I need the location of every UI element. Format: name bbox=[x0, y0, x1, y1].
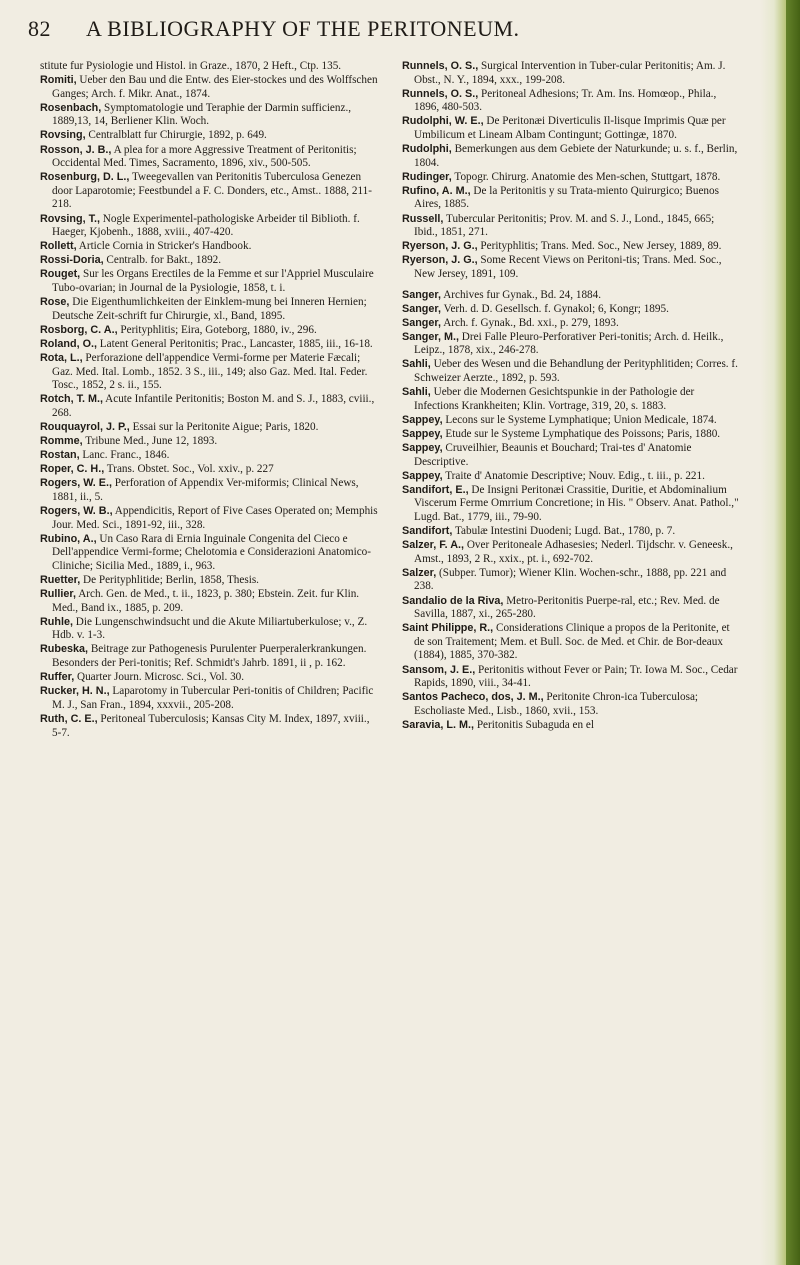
bibliography-entry bbox=[40, 60, 378, 74]
bibliography-entry bbox=[40, 268, 378, 295]
entry-author: Rossi-Doria, bbox=[40, 254, 104, 267]
entry-author: Sappey, bbox=[402, 442, 443, 455]
entry-citation: Tweegevallen van Peritonitis Tuberculosa Genezen door Laparotomie; Feestbundel a F. C. Donders, etc., Amst.. 1888, 211-218. bbox=[52, 171, 372, 211]
entry-author: Rovsing, T., bbox=[40, 212, 100, 225]
entry-author: Sahli, bbox=[402, 358, 431, 371]
entry-author: Ryerson, J. G., bbox=[402, 240, 478, 253]
left-column bbox=[40, 60, 378, 741]
entry-author: Santos Pacheco, dos, J. M., bbox=[402, 691, 544, 704]
entry-author: Rubino, A., bbox=[40, 532, 97, 545]
entry-citation: De Insigni Peritonæi Crassitie, Duritie, et Abdominalium Viscerum Ferme Omrrium Concretione; in His. " Observ. Anat. Pathol.," Lugd. Bat., 1779, iii., 79-90. bbox=[414, 483, 739, 523]
entry-citation: Trans. Obstet. Soc., Vol. xxiv., p. 227 bbox=[104, 463, 274, 476]
bibliography-entry bbox=[402, 303, 740, 317]
entry-citation: Peritonite Chron-ica Tuberculosa; Escholiaste Med., Lisb., 1860, xvii., 153. bbox=[414, 691, 699, 717]
bibliography-entry bbox=[402, 240, 740, 254]
entry-author: Saint Philippe, R., bbox=[402, 622, 494, 635]
entry-citation: Sur les Organs Erectiles de la Femme et sur l'Appriel Musculaire Tubo-ovarian; in Journal de la Pysiologie, 1858, t. i. bbox=[52, 268, 374, 294]
entry-author: Ruth, C. E., bbox=[40, 712, 98, 725]
bibliography-entry bbox=[402, 719, 740, 733]
entry-author: Runnels, O. S., bbox=[402, 60, 479, 72]
bibliography-entry bbox=[402, 331, 740, 358]
bibliography-entry bbox=[402, 213, 740, 240]
entry-citation: Article Cornia in Stricker's Handbook. bbox=[76, 240, 252, 253]
entry-author: Rosenburg, D. L., bbox=[40, 171, 130, 184]
entry-citation: Un Caso Rara di Ernia Inguinale Congenita del Cieco e Dell'appendice Vermi-forme; Chelotomia e Considerazioni Anatomico-Cliniche; Sicilia Med., 1889, i., 963. bbox=[52, 532, 372, 572]
bibliography-entry bbox=[402, 60, 740, 87]
entry-citation: stitute fur Pysiologie und Histol. in Graze., 1870, 2 Heft., Ctp. 135. bbox=[40, 60, 342, 72]
page-edge-shadow bbox=[786, 0, 800, 1265]
entry-author: Sappey, bbox=[402, 469, 443, 482]
bibliography-entry bbox=[40, 240, 378, 254]
entry-author: Rollett, bbox=[40, 240, 77, 253]
bibliography-entry bbox=[402, 622, 740, 663]
bibliography-entry bbox=[40, 574, 378, 588]
entry-citation: De la Peritonitis y su Trata-miento Quirurgico; Buenos Aires, 1885. bbox=[414, 184, 719, 211]
page-header bbox=[28, 16, 748, 56]
entry-citation: Peritoneal Adhesions; Tr. Am. Ins. Homœop., Phila., 1896, 480-503. bbox=[414, 87, 717, 114]
entry-author: Sandalio de la Riva, bbox=[402, 594, 504, 607]
bibliography-entry bbox=[402, 88, 740, 115]
entry-author: Rostan, bbox=[40, 449, 80, 462]
bibliography-entry bbox=[40, 338, 378, 352]
bibliography-entry bbox=[40, 102, 378, 129]
entry-citation: Archives fur Gynak., Bd. 24, 1884. bbox=[441, 288, 602, 301]
entry-citation: Some Recent Views on Peritoni-tis; Trans. Med. Soc., New Jersey, 1891, 109. bbox=[414, 254, 722, 280]
bibliography-entry bbox=[40, 713, 378, 740]
entry-author: Rogers, W. E., bbox=[40, 477, 112, 490]
entry-author: Rosborg, C. A., bbox=[40, 323, 118, 336]
entry-author: Roper, C. H., bbox=[40, 463, 105, 476]
entry-citation: Laparotomy in Tubercular Peri-tonitis of Children; Pacific M. J., San Fran., 1894, xxxvii., 205-208. bbox=[52, 685, 374, 711]
bibliography-entry bbox=[40, 74, 378, 101]
entry-author: Sappey, bbox=[402, 427, 443, 440]
bibliography-entry bbox=[402, 442, 740, 469]
bibliography-entry bbox=[402, 484, 740, 525]
bibliography-entry bbox=[40, 643, 378, 670]
entry-author: Romiti, bbox=[40, 74, 77, 87]
entry-author: Ryerson, J. G., bbox=[402, 254, 478, 267]
entry-citation: Ueber die Modernen Gesichtspunkie in der Pathologie der Infections Krankheiten; Klin. Vortrage, 319, 20, s. 1883. bbox=[414, 386, 695, 412]
entry-citation: Arch. Gen. de Med., t. ii., 1823, p. 380; Ebstein. Zeit. fur Klin. Med., Band ix., 1885, p. 209. bbox=[52, 588, 360, 614]
entry-author: Ruffer, bbox=[40, 671, 75, 684]
bibliography-entry bbox=[402, 691, 740, 718]
entry-author: Salzer, bbox=[402, 566, 437, 579]
entry-author: Saravia, L. M., bbox=[402, 718, 475, 731]
entry-citation: Over Peritoneale Adhasesies; Nederl. Tijdschr. v. Geneesk., Amst., 1893, 2 R., xxix., pt. i., 692-702. bbox=[414, 539, 733, 565]
entry-author: Rubeska, bbox=[40, 643, 89, 656]
entry-citation: Acute Infantile Peritonitis; Boston M. and S. J., 1883, cviii., 268. bbox=[52, 393, 375, 419]
bibliography-entry bbox=[402, 525, 740, 539]
entry-citation: Die Eigenthumlichkeiten der Einklem-mung bei Inneren Hernien; Deutsche Zeit-schrift fur Chirurgie, xl., Band, 1895. bbox=[52, 296, 367, 322]
entry-author: Rogers, W. B., bbox=[40, 505, 113, 517]
bibliography-entry bbox=[402, 171, 740, 185]
bibliography-entry bbox=[40, 171, 378, 212]
bibliography-entry bbox=[40, 435, 378, 449]
entry-citation: Verh. d. D. Gesellsch. f. Gynakol; 6, Kongr; 1895. bbox=[441, 302, 669, 315]
entry-citation: (Subper. Tumor); Wiener Klin. Wochen-schr., 1888, pp. 221 and 238. bbox=[414, 566, 727, 593]
entry-citation: Perityphlitis; Eira, Goteborg, 1880, iv., 296. bbox=[117, 323, 317, 336]
entry-author: Runnels, O. S., bbox=[402, 87, 479, 100]
entry-citation: Tabulæ Intestini Duodeni; Lugd. Bat., 1780, p. 7. bbox=[452, 525, 676, 538]
bibliography-entry bbox=[40, 449, 378, 463]
bibliography-entry bbox=[402, 567, 740, 594]
bibliography-entry bbox=[402, 254, 740, 281]
bibliography-entry bbox=[40, 671, 378, 685]
entry-author: Rouquayrol, J. P., bbox=[40, 420, 130, 433]
bibliography-entry bbox=[402, 115, 740, 142]
entry-author: Sappey, bbox=[402, 413, 443, 426]
bibliography-entry bbox=[402, 317, 740, 331]
entry-author: Rullier, bbox=[40, 588, 77, 601]
entry-citation: Centralb. for Bakt., 1892. bbox=[103, 254, 222, 267]
entry-author: Rosenbach, bbox=[40, 101, 102, 114]
bibliography-entry bbox=[402, 386, 740, 413]
entry-citation: Peritonitis Subaguda en el bbox=[474, 718, 594, 731]
bibliography-entry bbox=[40, 505, 378, 532]
entry-author: Rucker, H. N., bbox=[40, 685, 110, 698]
entry-author: Sanger, bbox=[402, 288, 442, 301]
entry-author: Sansom, J. E., bbox=[402, 663, 476, 676]
entry-author: Salzer, F. A., bbox=[402, 539, 465, 552]
entry-author: Sanger, bbox=[402, 316, 442, 329]
entry-author: Ruetter, bbox=[40, 573, 81, 586]
running-title: A BIBLIOGRAPHY OF THE PERITONEUM. bbox=[86, 16, 520, 41]
entry-author: Rouget, bbox=[40, 268, 81, 281]
entry-author: Romme, bbox=[40, 435, 83, 448]
entry-citation: Peritoneal Tuberculosis; Kansas City M. Index, 1897, xviii., 5-7. bbox=[52, 712, 370, 739]
bibliography-entry bbox=[40, 533, 378, 574]
entry-citation: Perforation of Appendix Ver-miformis; Clinical News, 1881, ii., 5. bbox=[52, 477, 359, 503]
bibliography-entry bbox=[40, 477, 378, 504]
bibliography-entry bbox=[402, 143, 740, 170]
bibliography-entry bbox=[402, 414, 740, 428]
entry-citation: De Peritonæi Diverticulis Il-lisque Imprimis Quæ per Umbilicum et Lineam Albam Contingunt; Gottingæ, 1870. bbox=[414, 115, 726, 141]
entry-author: Ruhle, bbox=[40, 615, 73, 628]
bibliography-entry bbox=[40, 463, 378, 477]
entry-author: Sanger, bbox=[402, 302, 442, 315]
bibliography-entry bbox=[402, 470, 740, 484]
bibliography-entry bbox=[40, 616, 378, 643]
bibliography-entry bbox=[40, 144, 378, 171]
bibliography-entry bbox=[402, 428, 740, 442]
entry-citation: Considerations Clinique a propos de la Peritonite, et de son Traitement; Mem. et Bull. Soc. de Med. et Chir. de Bor-deaux (1884), 1885, 370-382. bbox=[414, 622, 730, 662]
entry-citation: Essai sur la Peritonite Aigue; Paris, 1820. bbox=[129, 420, 319, 433]
entry-author: Sanger, M., bbox=[402, 330, 459, 343]
bibliography-entry bbox=[402, 185, 740, 212]
entry-citation: Perforazione dell'appendice Vermi-forme per Materie Fæcali; Gaz. Med. Ital. Lomb., 1852. 3 S., iii., 149; also Gaz. Med. Ital. Feder. Tosc., 1852, 2 s. ii., 155. bbox=[52, 351, 368, 392]
entry-citation: Surgical Intervention in Tuber-cular Peritonitis; Am. J. Obst., N. Y., 1894, xxx., 199-208. bbox=[414, 60, 726, 86]
entry-author: Rose, bbox=[40, 296, 70, 309]
bibliography-entry bbox=[402, 289, 740, 303]
entry-citation: Symptomatologie und Teraphie der Darmin sufficienz., 1889,13, 14, Berliener Klin. Woch. bbox=[52, 101, 352, 128]
bibliography-entry bbox=[40, 685, 378, 712]
entry-citation: Metro-Peritonitis Puerpe-ral, etc.; Rev. Med. de Savilla, 1887, xi., 265-280. bbox=[414, 594, 720, 621]
entry-citation: Topogr. Chirurg. Anatomie des Men-schen, Stuttgart, 1878. bbox=[451, 170, 721, 183]
entry-author: Sandifort, bbox=[402, 525, 453, 538]
entry-citation: Drei Falle Pleuro-Perforativer Peri-tonitis; Arch. d. Heilk., Leipz., 1878, xix., 246-278. bbox=[414, 330, 724, 357]
entry-author: Rufino, A. M., bbox=[402, 184, 471, 197]
bibliography-entry bbox=[40, 296, 378, 323]
entry-citation: Cruveilhier, Beaunis et Bouchard; Trai-tes d' Anatomie Descriptive. bbox=[414, 442, 692, 468]
entry-citation: Lecons sur le Systeme Lymphatique; Union Medicale, 1874. bbox=[442, 413, 717, 426]
entry-citation: Quarter Journ. Microsc. Sci., Vol. 30. bbox=[74, 671, 245, 684]
entry-author: Rotch, T. M., bbox=[40, 393, 103, 406]
entry-citation: Etude sur le Systeme Lymphatique des Poissons; Paris, 1880. bbox=[442, 427, 721, 440]
bibliography-entry bbox=[40, 324, 378, 338]
entry-citation: Die Lungenschwindsucht und die Akute Miliartuberkulose; v., Z. Hdb. v. 1-3. bbox=[52, 615, 368, 642]
entry-author: Rovsing, bbox=[40, 129, 86, 142]
entry-author: Sandifort, E., bbox=[402, 483, 469, 496]
entry-citation: A plea for a more Aggressive Treatment of Peritonitis; Occidental Med. Times, Sacramento, 1896, xiv., 500-505. bbox=[52, 143, 357, 170]
bibliography-entry bbox=[40, 352, 378, 393]
entry-citation: Nogle Experimentel-pathologiske Arbeider til Biblioth. f. Haeger, Kjobenh., 1888, xviii., 407-420. bbox=[52, 212, 360, 239]
entry-citation: Tribune Med., June 12, 1893. bbox=[82, 435, 218, 448]
bibliography-entry bbox=[40, 129, 378, 143]
bibliography-entry bbox=[40, 393, 378, 420]
page-number: 82 bbox=[28, 16, 51, 41]
entry-citation: Peritonitis without Fever or Pain; Tr. Iowa M. Soc., Cedar Rapids, 1890, viii., 34-41. bbox=[414, 663, 738, 690]
entry-author: Rudolphi, W. E., bbox=[402, 115, 484, 128]
entry-citation: Appendicitis, Report of Five Cases Operated on; Memphis Jour. Med. Sci., 1891-92, iii., 328. bbox=[52, 505, 378, 531]
bibliography-entry bbox=[402, 539, 740, 566]
entry-author: Russell, bbox=[402, 212, 444, 225]
entry-citation: Lanc. Franc., 1846. bbox=[79, 449, 170, 462]
entry-citation: Traite d' Anatomie Descriptive; Nouv. Edig., t. iii., p. 221. bbox=[442, 469, 705, 482]
entry-author: Rudinger, bbox=[402, 170, 452, 183]
bibliography-entry bbox=[402, 664, 740, 691]
entry-citation: Latent General Peritonitis; Prac., Lancaster, 1885, iii., 16-18. bbox=[96, 337, 373, 350]
entry-citation: Arch. f. Gynak., Bd. xxi., p. 279, 1893. bbox=[441, 316, 619, 329]
bibliography-entry bbox=[40, 588, 378, 615]
bibliography-entry bbox=[40, 421, 378, 435]
entry-author: Rudolphi, bbox=[402, 143, 452, 156]
entry-citation: Ueber den Bau und die Entw. des Eier-stockes und des Wolffschen Ganges; Arch. f. Mikr. Anat., 1874. bbox=[52, 74, 378, 100]
right-column bbox=[402, 60, 740, 733]
entry-author: Rosson, J. B., bbox=[40, 143, 112, 156]
entry-citation: Bemerkungen aus dem Gebiete der Naturkunde; u. s. f., Berlin, 1804. bbox=[414, 143, 738, 169]
entry-author: Roland, O., bbox=[40, 337, 97, 350]
entry-author: Rota, L., bbox=[40, 351, 83, 364]
entry-citation: Centralblatt fur Chirurgie, 1892, p. 649. bbox=[85, 129, 267, 142]
entry-citation: Perityphlitis; Trans. Med. Soc., New Jersey, 1889, 89. bbox=[477, 240, 722, 253]
bibliography-entry bbox=[40, 254, 378, 268]
entry-author: Sahli, bbox=[402, 386, 431, 399]
entry-citation: Ueber des Wesen und die Behandlung der Perityphlitiden; Corres. f. Schweizer Aerzte., 1892, p. 593. bbox=[414, 358, 738, 385]
entry-citation: Tubercular Peritonitis; Prov. M. and S. J., Lond., 1845, 665; Ibid., 1851, 271. bbox=[414, 212, 715, 239]
entry-citation: Beitrage zur Pathogenesis Purulenter Puerperalerkrankungen. Besonders der Peri-tonitis; Ref. Schmidt's Jahrb. 1891, ii , p. 162. bbox=[52, 643, 367, 670]
entry-citation: De Perityphlitide; Berlin, 1858, Thesis. bbox=[80, 573, 259, 586]
bibliography-entry bbox=[402, 595, 740, 622]
bibliography-entry bbox=[402, 358, 740, 385]
bibliography-entry bbox=[40, 213, 378, 240]
